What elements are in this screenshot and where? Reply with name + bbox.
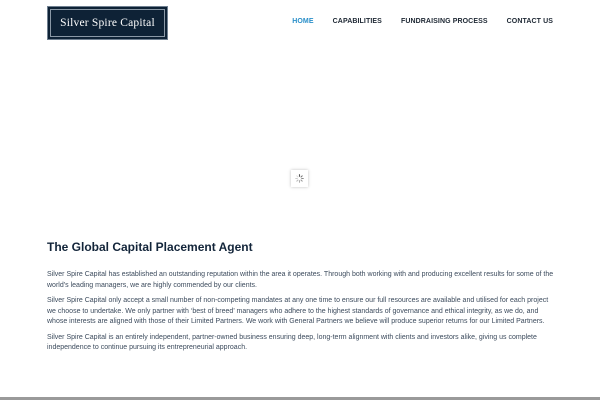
nav-capabilities[interactable]: CAPABILITIES (332, 18, 382, 25)
main-content (47, 240, 555, 354)
site-header (0, 0, 600, 46)
loading-spinner (291, 170, 308, 187)
spinner-icon (295, 174, 304, 183)
main-nav (273, 17, 553, 26)
paragraph-reputation: Silver Spire Capital has established an outstanding reputation within the area it operates. Through both working with and producing excellent results for some of the world’s leading managers, we are highly commended by our clients. (47, 271, 554, 289)
nav-contact-us[interactable]: CONTACT US (506, 18, 553, 25)
logo-text: Silver Spire Capital (60, 17, 155, 29)
paragraph-independence: Silver Spire Capital is an entirely independent, partner-owned business ensuring deep, long-term alignment with clients and investors alike, giving us complete independence to continue pursuing its entrepreneurial approach. (47, 333, 537, 351)
nav-home[interactable]: HOME (292, 18, 314, 25)
logo[interactable] (47, 6, 168, 40)
nav-fundraising-process[interactable]: FUNDRAISING PROCESS (400, 18, 488, 25)
page-heading: The Global Capital Placement Agent (47, 240, 253, 254)
paragraph-mandates: Silver Spire Capital only accept a small number of non-competing mandates at any one time to ensure our full resources are available and utilised for each project we choose to undertake. We only partner with ‘best of breed’ managers who adhere to the highest standards of governance and ethical integrity, as we do, and whose interests are aligned with those of their Limited Partners. We work with General Partners we believe will produce superior returns for our Limited Partners. (47, 297, 549, 325)
